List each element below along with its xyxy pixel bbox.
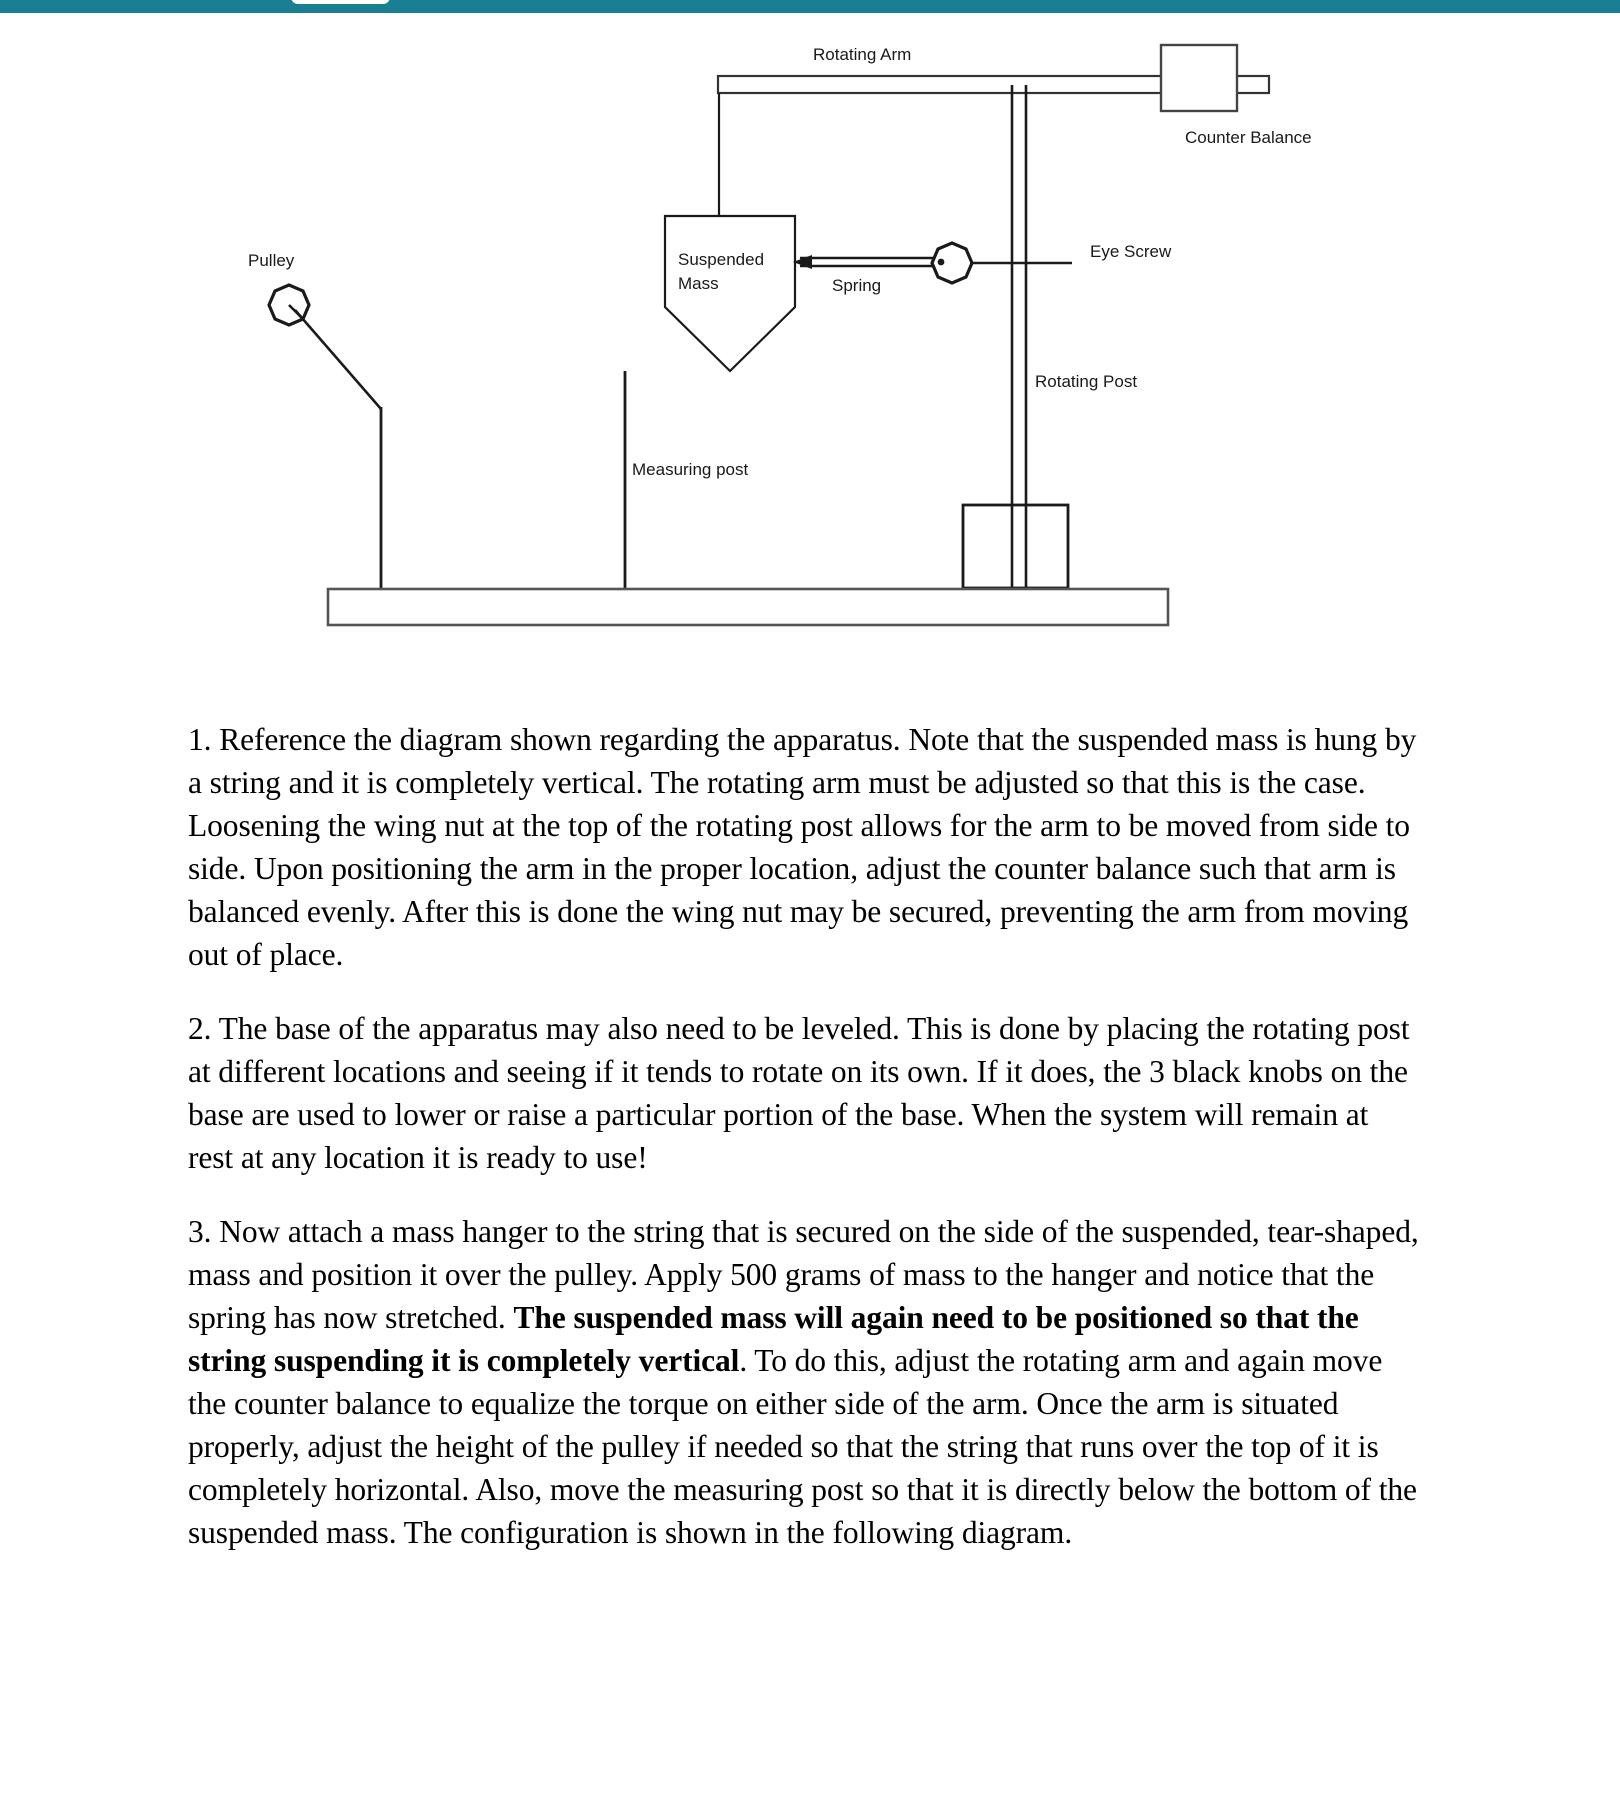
- browser-chrome-bar: [0, 0, 1620, 13]
- pulley-label: Pulley: [248, 251, 295, 270]
- instructions-body: [188, 718, 1420, 1554]
- suspended-mass-shape: [665, 216, 795, 371]
- rotating-arm-label: Rotating Arm: [813, 45, 912, 64]
- measuring-post-label: Measuring post: [632, 460, 749, 479]
- emphasised-text-run: The suspended mass will again need to be positioned so that the string suspending it is completely vertical: [188, 1300, 1359, 1378]
- text-run: . To do this, adjust the rotating arm and again move the counter balance to equalize the torque on either side of the arm. Once the arm is situated properly, adjust the height of the pulley if needed so that the string that runs over the top of it is completely horizontal. Also, move the measuring post so that it is directly below the bottom of the suspended mass. The configuration is shown in the following diagram.: [188, 1343, 1417, 1550]
- apparatus-schematic-svg: [0, 13, 1620, 638]
- suspended-mass-label-line1: Suspended: [678, 250, 765, 269]
- spring-group: [793, 255, 936, 295]
- pulley-diagonal-support: [295, 310, 381, 409]
- text-run: 3. Now attach a mass hanger to the string that is secured on the side of the suspended, tear-shaped, mass and position it over the pulley. Apply 500 grams of mass to the hanger and notice that the spring has now stretched.: [188, 1214, 1419, 1335]
- eye-screw-group: [932, 242, 1172, 283]
- rotating-post-label: Rotating Post: [1035, 372, 1138, 391]
- counter-balance-group: [1161, 45, 1312, 147]
- apparatus-base-plate: [328, 589, 1168, 625]
- text-run: 1. Reference the diagram shown regarding the apparatus. Note that the suspended mass is hung by a string and it is completely vertical. The rotating arm must be adjusted so that this is the case. Loosening the wing nut at the top of the rotating post allows for the arm to be moved from side to side. Upon positioning the arm in the proper location, adjust the counter balance such that arm is balanced evenly. After this is done the wing nut may be secured, preventing the arm from moving out of place.: [188, 722, 1417, 972]
- apparatus-diagram: [0, 13, 1620, 638]
- eye-screw-pin-icon: [938, 259, 945, 266]
- instruction-paragraph-3: [188, 1210, 1420, 1554]
- suspended-mass-group: [665, 216, 795, 371]
- measuring-post-group: [625, 371, 749, 588]
- text-run: 2. The base of the apparatus may also need to be leveled. This is done by placing the rotating post at different locations and seeing if it tends to rotate on its own. If it does, the 3 black knobs on the base are used to lower or raise a particular portion of the base. When the system will remain at rest at any location it is ready to use!: [188, 1011, 1410, 1175]
- suspended-mass-label-line2: Mass: [678, 274, 719, 293]
- pulley-group: [248, 251, 381, 588]
- counter-balance-block: [1161, 45, 1237, 111]
- browser-tab[interactable]: [291, 0, 390, 4]
- eye-screw-label: Eye Screw: [1090, 242, 1172, 261]
- rotating-post-group: [1012, 85, 1137, 588]
- instruction-paragraph-1: [188, 718, 1420, 976]
- counter-balance-label: Counter Balance: [1185, 128, 1312, 147]
- rotating-post-base-block: [963, 505, 1068, 588]
- spring-label: Spring: [832, 276, 882, 295]
- instruction-paragraph-2: [188, 1007, 1420, 1179]
